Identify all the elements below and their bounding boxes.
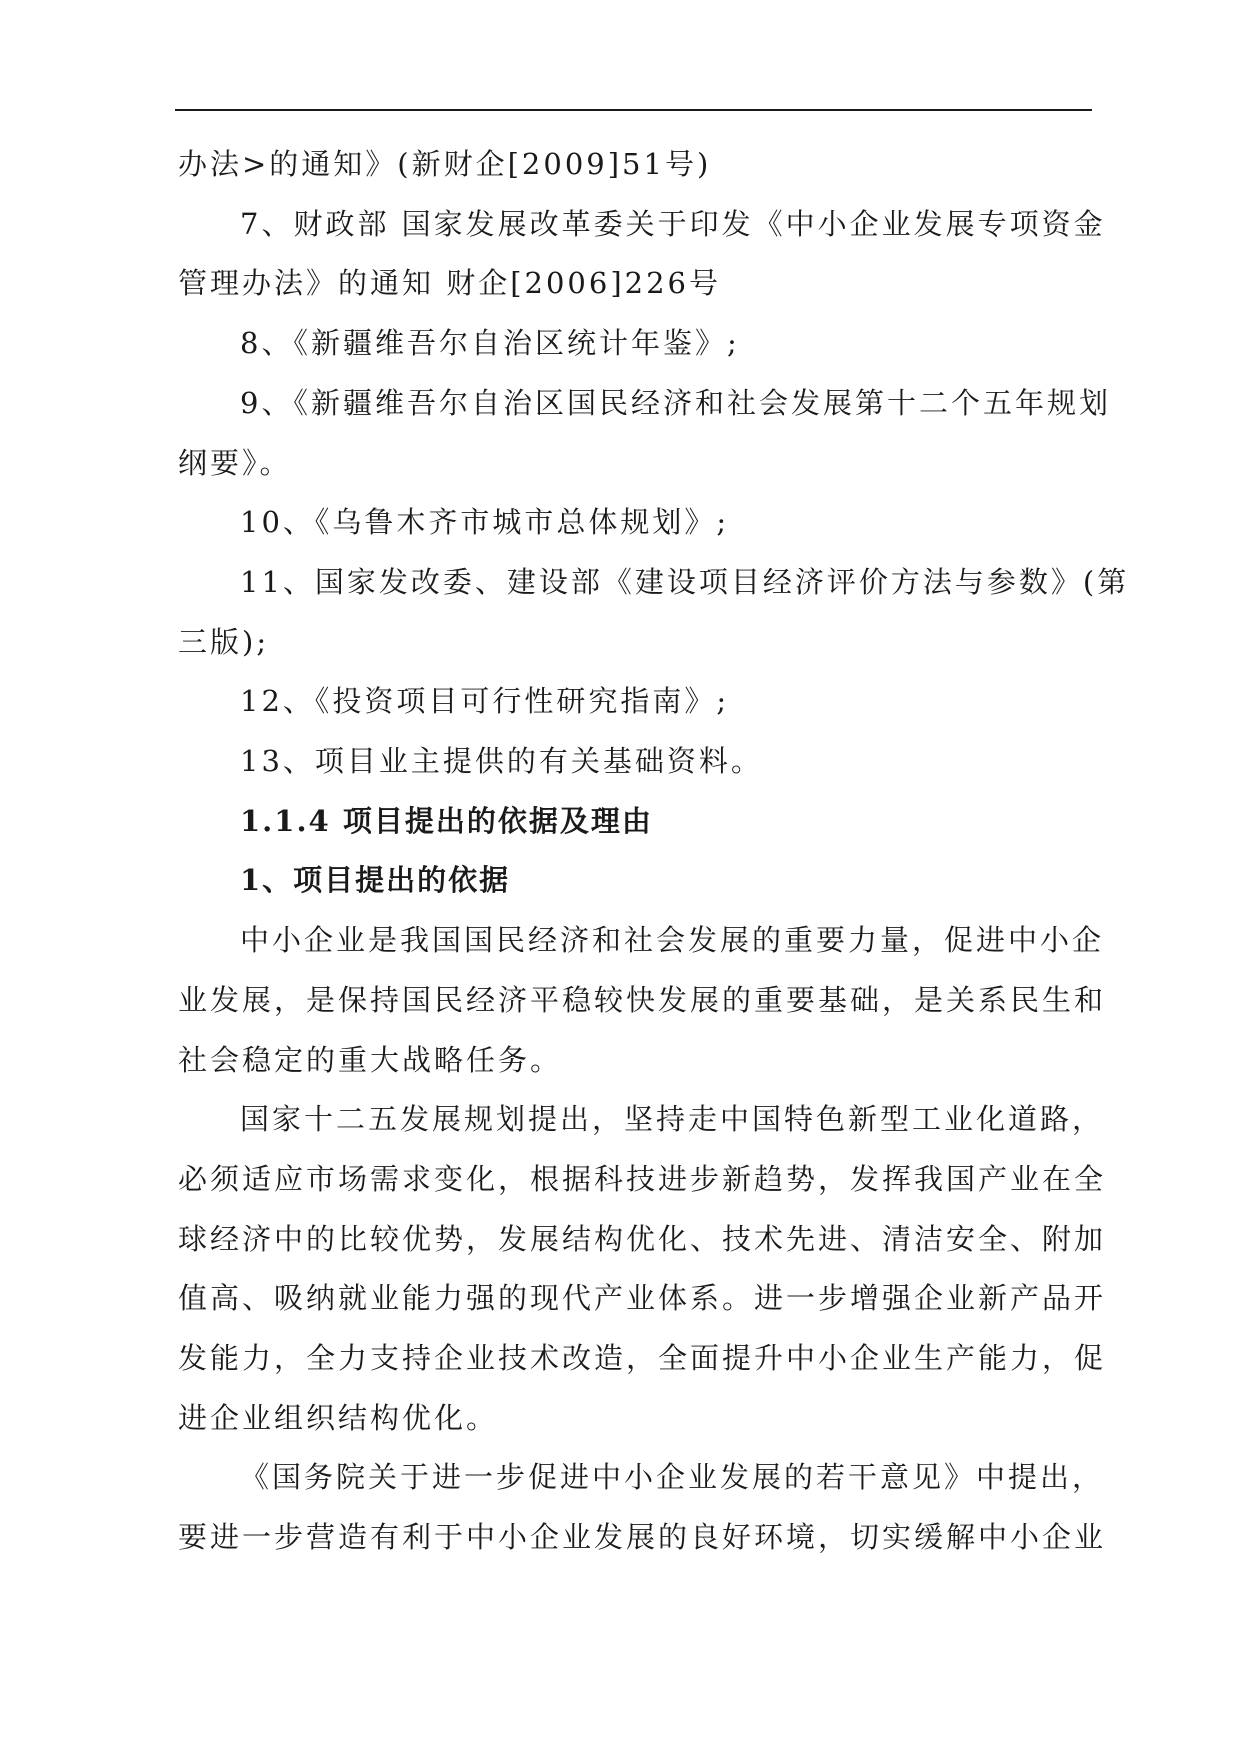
paragraph-line: 球经济中的比较优势，发展结构优化、技术先进、清洁安全、附加 xyxy=(178,1221,1107,1256)
list-item-8: 8、《新疆维吾尔自治区统计年鉴》; xyxy=(240,326,740,361)
paragraph-line: 进企业组织结构优化。 xyxy=(178,1400,499,1435)
paragraph-line: 要进一步营造有利于中小企业发展的良好环境，切实缓解中小企业 xyxy=(178,1520,1107,1555)
header-rule xyxy=(175,109,1092,111)
paragraph-line: 国家十二五发展规划提出，坚持走中国特色新型工业化道路， xyxy=(240,1102,1105,1137)
paragraph-line: 社会稳定的重大战略任务。 xyxy=(178,1042,563,1077)
section-heading: 1.1.4 项目提出的依据及理由 xyxy=(240,803,653,838)
list-item-11: 11、国家发改委、建设部《建设项目经济评价方法与参数》(第 xyxy=(240,564,1130,599)
list-item-12: 12、《投资项目可行性研究指南》; xyxy=(240,684,730,719)
list-item-13: 13、项目业主提供的有关基础资料。 xyxy=(240,744,763,779)
paragraph-line: 发能力，全力支持企业技术改造，全面提升中小企业生产能力，促 xyxy=(178,1341,1107,1376)
paragraph-line: 《国务院关于进一步促进中小企业发展的若干意见》中提出， xyxy=(240,1460,1105,1495)
text-line: 办法>的通知》(新财企[2009]51号) xyxy=(178,147,712,181)
paragraph-line: 业发展，是保持国民经济平稳较快发展的重要基础，是关系民生和 xyxy=(178,982,1107,1017)
list-item-9: 9、《新疆维吾尔自治区国民经济和社会发展第十二个五年规划 xyxy=(240,385,1111,420)
text-line: 管理办法》的通知 财企[2006]226号 xyxy=(178,266,722,301)
paragraph-line: 值高、吸纳就业能力强的现代产业体系。进一步增强企业新产品开 xyxy=(178,1281,1107,1316)
list-item-10: 10、《乌鲁木齐市城市总体规划》; xyxy=(240,505,730,540)
document-body xyxy=(178,135,1130,1568)
list-item-7: 7、财政部 国家发展改革委关于印发《中小企业发展专项资金 xyxy=(240,206,1106,241)
paragraph-line: 必须适应市场需求变化，根据科技进步新趋势，发挥我国产业在全 xyxy=(178,1161,1107,1196)
subsection-heading: 1、项目提出的依据 xyxy=(240,863,511,898)
paragraph-line: 中小企业是我国国民经济和社会发展的重要力量，促进中小企 xyxy=(240,923,1105,958)
text-line: 纲要》。 xyxy=(178,445,292,480)
text-line: 三版); xyxy=(178,624,270,659)
